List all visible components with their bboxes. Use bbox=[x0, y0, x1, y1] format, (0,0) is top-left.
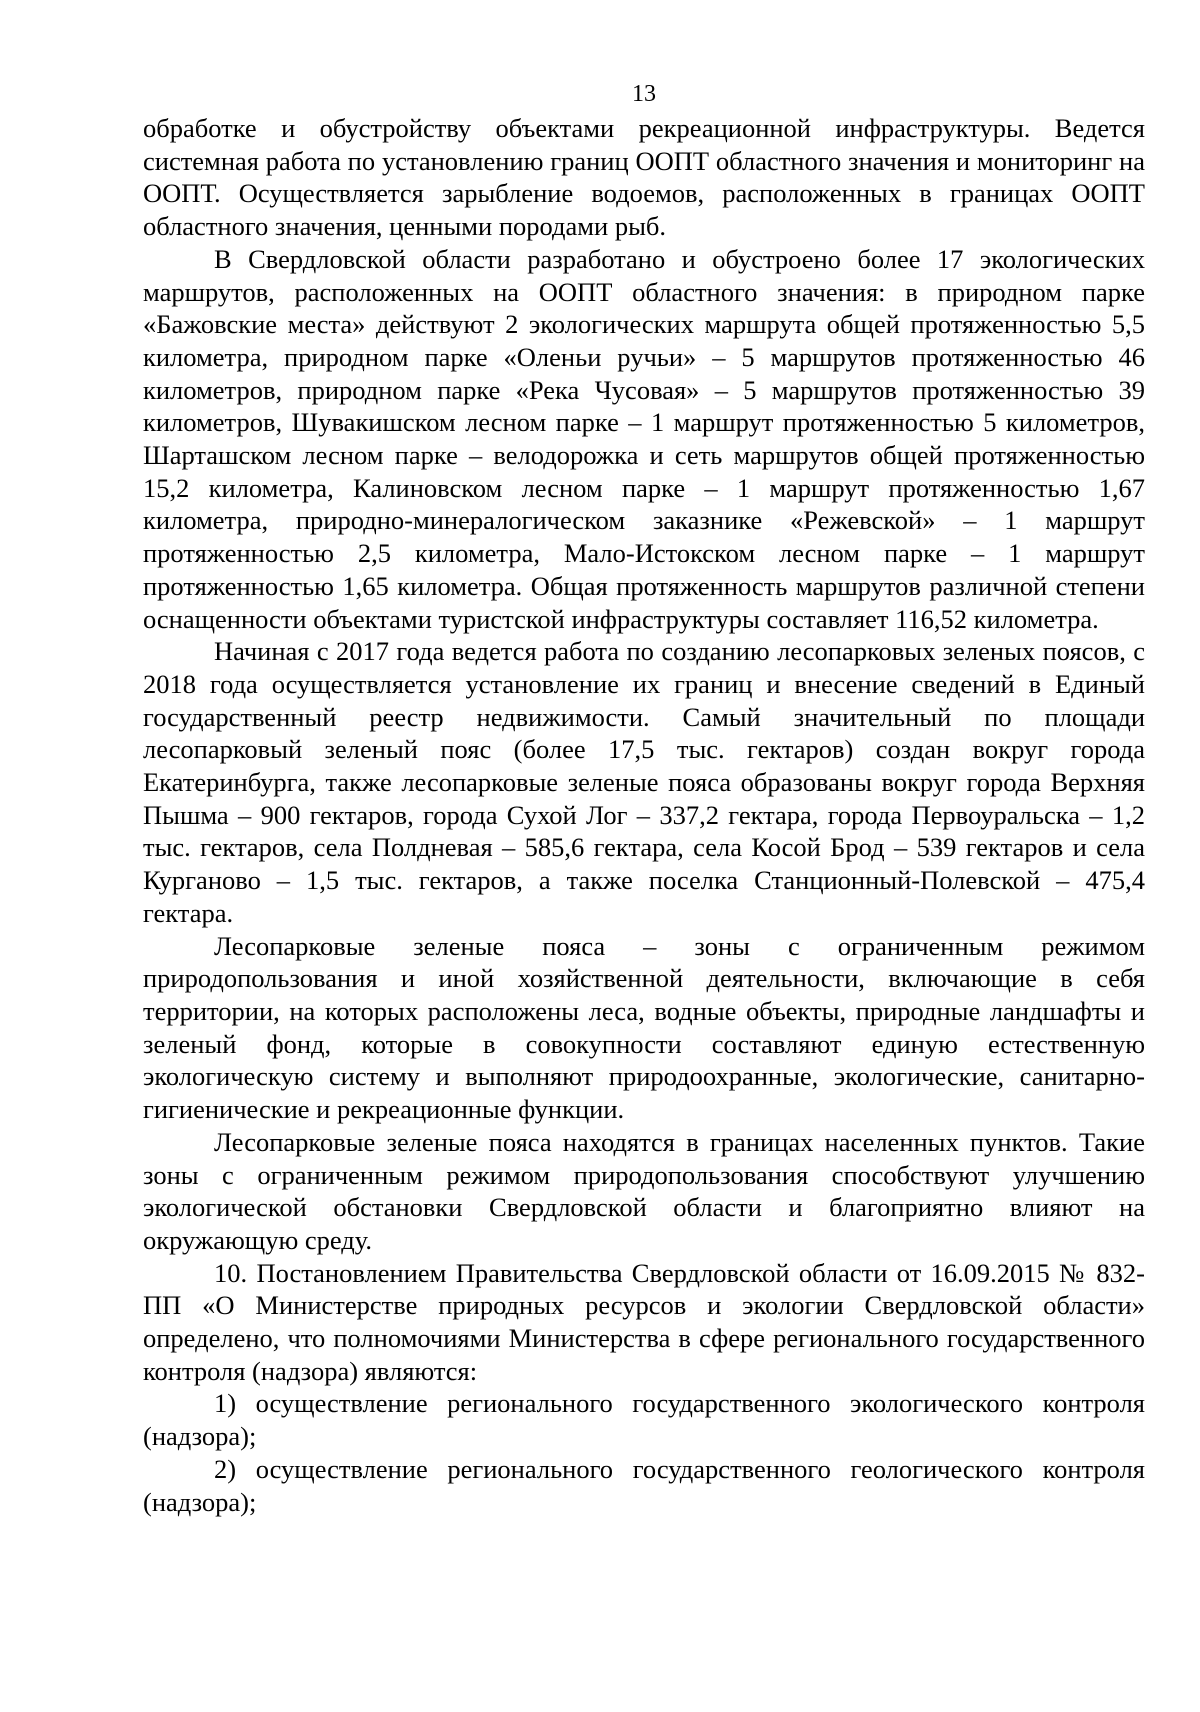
paragraph-resolution-10: 10. Постановлением Правительства Свердловской области от 16.09.2015 № 832-ПП «О Министерстве природных ресурсов и экологии Свердловской области» определено, что полномочиями Министерства в сфере регионального государственного контроля (надзора) являются: bbox=[143, 1257, 1145, 1386]
paragraph-continuation: обработке и обустройству объектами рекреационной инфраструктуры. Ведется системная работа по установлению границ ООПТ областного значения и мониторинг на ООПТ. Осуществляется зарыбление водоемов, расположенных в границах ООПТ областного значения, ценными породами рыб. bbox=[143, 113, 1145, 242]
document-body bbox=[143, 112, 1145, 1518]
list-item-2: 2) осуществление регионального государственного геологического контроля (надзора); bbox=[143, 1453, 1145, 1517]
paragraph-green-belts: Начиная с 2017 года ведется работа по созданию лесопарковых зеленых поясов, с 2018 года осуществляется установление их границ и внесение сведений в Единый государственный реестр недвижимости. Самый значительный по площади лесопарковый зеленый пояс (более 17,5 тыс. гектаров) создан вокруг города Екатеринбурга, также лесопарковые зеленые пояса образованы вокруг города Верхняя Пышма – 900 гектаров, города Сухой Лог – 337,2 гектара, города Первоуральска – 1,2 тыс. гектаров, села Полдневая – 585,6 гектара, села Косой Брод – 539 гектаров и села Курганово – 1,5 тыс. гектаров, а также поселка Станционный-Полевской – 475,4 гектара. bbox=[143, 636, 1145, 928]
paragraph-green-belts-definition: Лесопарковые зеленые пояса – зоны с ограниченным режимом природопользования и иной хозяйственной деятельности, включающие в себя территории, на которых расположены леса, водные объекты, природные ландшафты и зеленый фонд, которые в совокупности составляют единую естественную экологическую систему и выполняют природоохранные, экологические, санитарно-гигиенические и рекреационные функции. bbox=[143, 930, 1145, 1125]
paragraph-green-belts-effect: Лесопарковые зеленые пояса находятся в границах населенных пунктов. Такие зоны с ограниченным режимом природопользования способствуют улучшению экологической обстановки Свердловской области и благоприятно влияют на окружающую среду. bbox=[143, 1126, 1145, 1255]
list-item-1: 1) осуществление регионального государственного экологического контроля (надзора); bbox=[143, 1388, 1145, 1452]
page-number: 13 bbox=[632, 81, 656, 107]
paragraph-eco-routes: В Свердловской области разработано и обустроено более 17 экологических маршрутов, расположенных на ООПТ областного значения: в природном парке «Бажовские места» действуют 2 экологических маршрута общей протяженностью 5,5 километра, природном парке «Оленьи ручьи» – 5 маршрутов протяженностью 46 километров, природном парке «Река Чусовая» – 5 маршрутов протяженностью 39 километров, Шувакишском лесном парке – 1 маршрут протяженностью 5 километров, Шарташском лесном парке – велодорожка и сеть маршрутов общей протяженностью 15,2 километра, Калиновском лесном парке – 1 маршрут протяженностью 1,67 километра, природно-минералогическом заказнике «Режевской» – 1 маршрут протяженностью 2,5 километра, Мало-Истокском лесном парке – 1 маршрут протяженностью 1,65 километра. Общая протяженность маршрутов различной степени оснащенности объектами туристской инфраструктуры составляет 116,52 километра. bbox=[143, 243, 1145, 634]
